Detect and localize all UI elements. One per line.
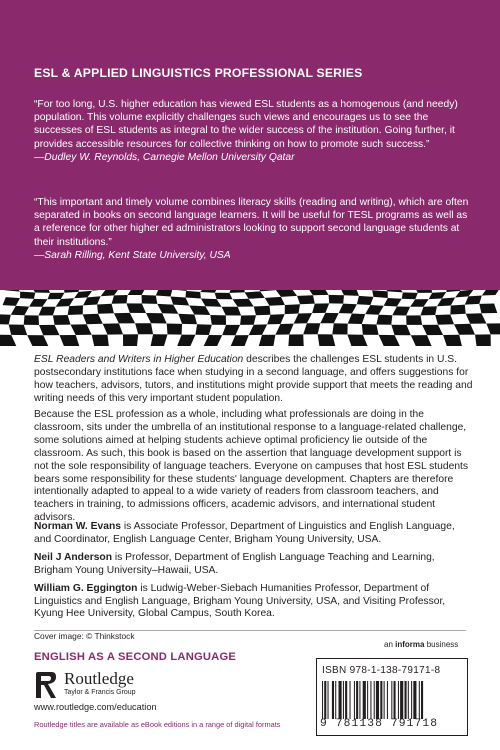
checker-square (112, 295, 128, 304)
checker-square (229, 290, 244, 293)
barcode-bar (398, 681, 399, 719)
barcode-bar (400, 681, 403, 719)
barcode-bar (354, 681, 355, 719)
barcode-bar (343, 681, 344, 719)
description-text: describes the challenges ESL students in U.S. postsecondary institutions face when studying in a second language, and offers suggestions for how teachers, advisors, tutors, and institutions might provide support that meets the reading and writing needs of this very important student population. (34, 354, 473, 404)
barcode-bar (411, 681, 412, 719)
barcode-bar (419, 681, 420, 719)
barcode-bar (384, 681, 385, 719)
barcode-bar (413, 681, 416, 719)
subject-category: ENGLISH AS A SECOND LANGUAGE (34, 651, 237, 663)
book-title: ESL Readers and Writers in Higher Education (34, 354, 244, 365)
checker-square (406, 315, 422, 325)
informa-brand: informa (395, 640, 425, 649)
barcode-bar (359, 681, 360, 719)
barcode-bar (408, 681, 409, 719)
endorsement-quote-1 (34, 98, 474, 164)
checker-square (195, 324, 211, 335)
barcode-bar (391, 681, 392, 719)
barcode-bar (332, 681, 334, 719)
checker-square (142, 295, 158, 304)
barcode-number: 9 781138 791718 (320, 718, 439, 730)
barcode-bar (367, 681, 368, 719)
author-bios (34, 521, 474, 626)
checker-square (156, 290, 173, 297)
barcode-bar (335, 681, 336, 719)
publisher-group: Taylor & Francis Group (64, 689, 136, 696)
divider (34, 630, 466, 631)
checker-square (254, 306, 271, 315)
quote-text: “This important and timely volume combines literacy skills (reading and writing), which are often separated in books on second language learners. It will be useful for TESL programs as well as a reference for other higher ed administrators looking to support second language students at their institutions.” (34, 197, 469, 248)
barcode-bar (405, 681, 407, 719)
barcode-bar (376, 681, 379, 719)
barcode-bar (394, 681, 396, 719)
checker-square (97, 304, 114, 314)
barcode-bar (370, 681, 371, 719)
checkerboard-band (0, 290, 500, 350)
checker-square (362, 324, 379, 335)
barcode-bar (324, 681, 326, 719)
checker-square (288, 334, 303, 346)
barcode-bar (356, 681, 358, 719)
checker-square (475, 334, 491, 346)
checker-square (240, 315, 256, 325)
checker-square (372, 290, 388, 298)
checker-square (416, 290, 433, 293)
cover-credit: Cover image: © Thinkstock (34, 631, 135, 641)
quote-attribution: —Dudley W. Reynolds, Carnegie Mellon University Qatar (34, 151, 295, 163)
barcode-bar (387, 681, 388, 719)
ebook-note: Routledge titles are available as eBook editions in a range of digital formats (34, 720, 281, 729)
author-text: is Ludwig-Weber-Siebach Humanities Professor, Department of Linguistics and English Language, Brigham Young University, USA, and Visiting Professor, Kyung Hee University, Global Campus, South Korea. (34, 582, 446, 620)
series-title: ESL & APPLIED LINGUISTICS PROFESSIONAL SERIES (34, 66, 363, 80)
checker-square (402, 292, 418, 299)
publisher-url[interactable]: www.routledge.com/education (34, 702, 157, 712)
barcode-bar (322, 681, 323, 719)
checker-square (297, 295, 315, 304)
author-name: William G. Eggington (34, 582, 138, 594)
checker-square (210, 315, 226, 325)
checker-square (53, 315, 71, 325)
author-bio (34, 521, 474, 547)
barcode-bar (374, 681, 375, 719)
barcode-bar (350, 681, 351, 719)
author-bio (34, 583, 474, 622)
checker-square (167, 324, 182, 335)
author-text: is Associate Professor, Department of Linguistics and English Language, and Coordinator, English Language Center, Brigham Young University, USA. (34, 521, 455, 545)
author-name: Neil J Anderson (34, 551, 113, 563)
checker-square (135, 323, 153, 334)
barcode-bar (339, 681, 342, 719)
description-paragraph-1 (34, 354, 474, 406)
informa-business-label (384, 640, 458, 649)
author-name: Norman W. Evans (34, 521, 121, 532)
barcode-bar (363, 681, 366, 719)
checker-square (329, 295, 344, 304)
checker-square (186, 291, 201, 299)
routledge-logo-icon (34, 671, 58, 699)
checker-square (20, 292, 35, 299)
checker-square (24, 315, 39, 325)
checker-square (376, 315, 392, 325)
checker-square (285, 304, 300, 314)
informa-suffix: business (424, 640, 459, 649)
checker-square (318, 334, 336, 346)
checker-square (123, 334, 138, 346)
barcode-bar (328, 681, 329, 719)
barcode-bar (421, 681, 423, 719)
author-bio (34, 552, 474, 578)
isbn-label: ISBN 978-1-138-79171-8 (322, 665, 441, 676)
barcode-bar (380, 681, 382, 719)
checker-square (68, 305, 83, 315)
informa-prefix: an (384, 640, 396, 649)
description-paragraph-2: Because the ESL profession as a whole, including what professionals are doing in the classroom, sits under the umbrella of an institutional response to a language-related challenge, some solutions aimed at helping students achieve optimal proficiency lie outside of the classroom. As such, this book is based on the assertion that language development support is not the sole responsibility of language teachers. Everyone on campuses that host ESL students bears some responsibility for these students' language development. Chapters are therefore intentionally adapted to appeal to a wide variety of readers from classroom teachers, and teachers in training, to admissions officers, academic advisors, and international student advisors. (34, 409, 469, 524)
barcode-bar (345, 681, 347, 719)
quote-attribution: —Sarah Rilling, Kent State University, USA (34, 249, 231, 261)
endorsement-quote-2 (34, 196, 474, 262)
checker-square (332, 323, 347, 334)
publisher-logo (34, 669, 144, 703)
publisher-name: Routledge (64, 669, 134, 688)
author-text: is Professor, Department of English Language Teaching and Learning, Brigham Young University–Hawaii, USA. (34, 551, 435, 576)
checker-square (450, 305, 465, 315)
checker-square (92, 335, 109, 346)
quote-text: “For too long, U.S. higher education has viewed ESL students as a homogenous (and needy) population. This volume explicitly challenges such views and encourages us to see the successes of ESL students as integral to the wider success of the institution. Going further, it provides accessible resources for collective thinking on how to promote such success.” (34, 99, 458, 150)
isbn-barcode (320, 681, 464, 719)
